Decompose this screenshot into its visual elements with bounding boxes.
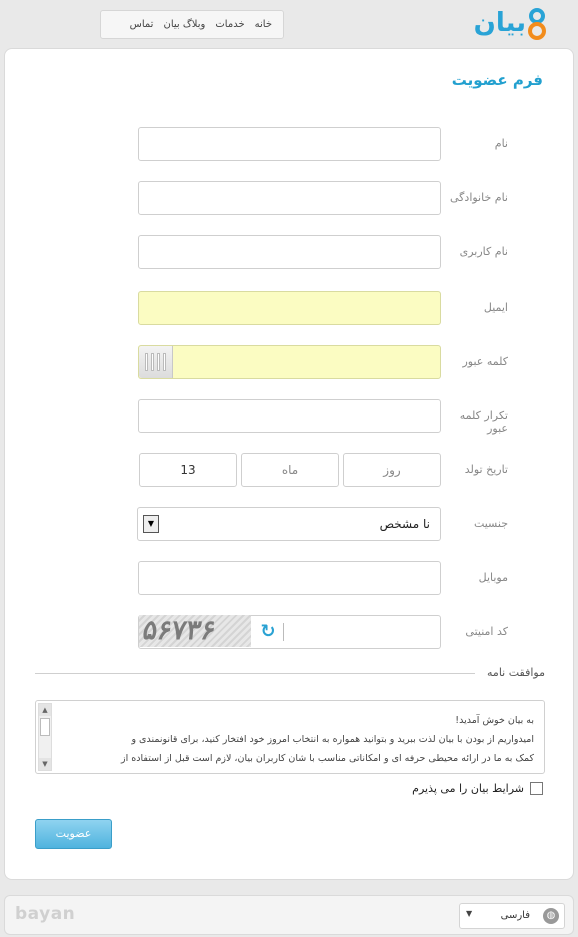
agreement-textbox[interactable]	[35, 700, 545, 774]
language-select[interactable]	[459, 903, 565, 929]
accept-terms-checkbox[interactable]	[530, 782, 543, 795]
first-name-label: نام	[494, 137, 508, 150]
password-repeat-label: تکرار کلمه عبور	[459, 409, 508, 435]
globe-icon: ◍	[543, 908, 559, 924]
birth-date-label: تاریخ تولد	[464, 463, 508, 476]
chevron-down-icon[interactable]: ▼	[466, 909, 473, 918]
section-divider	[35, 673, 475, 674]
captcha-divider	[283, 623, 284, 641]
birth-month-field[interactable]: ماه	[241, 453, 339, 487]
footer-logo[interactable]: bayan	[15, 904, 76, 924]
agreement-line: به بیان خوش آمدید!	[455, 715, 534, 726]
page-title: فرم عضویت	[451, 71, 543, 89]
bayan-logo-icon	[526, 6, 548, 42]
agreement-line: کمک به ما در ارائه محیطی حرفه ای و امکاناتی مناسب با شان کاربران بیان، لازم است قبل از استفاده از	[121, 753, 534, 764]
accept-terms-label[interactable]: شرایط بیان را می پذیرم	[412, 782, 524, 795]
username-field[interactable]	[138, 235, 441, 269]
mobile-field[interactable]	[138, 561, 441, 595]
password-label: کلمه عبور	[462, 355, 508, 368]
nav-item-services[interactable]: خدمات	[215, 19, 245, 30]
password-strength-handle[interactable]	[139, 346, 173, 378]
gender-select[interactable]	[137, 507, 441, 541]
last-name-field[interactable]	[138, 181, 441, 215]
scroll-thumb[interactable]	[40, 718, 50, 736]
email-field[interactable]	[138, 291, 441, 325]
brand-name: بیان	[473, 8, 526, 38]
scroll-down-icon[interactable]: ▼	[39, 758, 51, 770]
password-field[interactable]	[138, 345, 441, 379]
nav-item-blog[interactable]: وبلاگ بیان	[163, 19, 206, 30]
first-name-field[interactable]	[138, 127, 441, 161]
chevron-down-icon[interactable]: ▼	[143, 515, 159, 533]
agreement-heading: موافقت نامه	[487, 666, 545, 679]
username-label: نام کاربری	[459, 245, 508, 258]
password-repeat-field[interactable]	[138, 399, 441, 433]
accept-terms-row[interactable]	[412, 782, 543, 795]
footer	[4, 895, 574, 935]
captcha-image	[139, 615, 251, 647]
scroll-up-icon[interactable]: ▲	[39, 704, 51, 716]
refresh-icon[interactable]: ↻	[260, 621, 276, 642]
gender-selected-value: نا مشخص	[379, 517, 430, 531]
submit-button[interactable]: عضویت	[35, 819, 112, 849]
agreement-line: امیدواریم از بودن با بیان لذت ببرید و بتوانید همواره به انتخاب امروز خود افتخار کنید، برای قانونمندی و	[131, 734, 534, 745]
birth-year-field[interactable]: 13	[139, 453, 237, 487]
gender-label: جنسیت	[473, 517, 508, 530]
agreement-text	[56, 711, 534, 768]
birth-day-field[interactable]: روز	[343, 453, 441, 487]
captcha-label: کد امنیتی	[465, 625, 508, 638]
language-selected-value: فارسی	[500, 910, 530, 921]
nav-item-contact[interactable]: تماس	[129, 19, 154, 30]
email-label: ایمیل	[483, 301, 508, 314]
header	[0, 0, 578, 48]
captcha-digits: ۵۶۷۳۶	[140, 615, 218, 646]
brand-logo[interactable]	[473, 6, 548, 42]
nav-item-home[interactable]: خانه	[254, 19, 272, 30]
last-name-label: نام خانوادگی	[450, 191, 508, 204]
mobile-label: موبایل	[478, 571, 508, 584]
top-navigation	[100, 10, 284, 39]
registration-panel	[4, 48, 574, 880]
agreement-scrollbar[interactable]	[38, 703, 52, 771]
